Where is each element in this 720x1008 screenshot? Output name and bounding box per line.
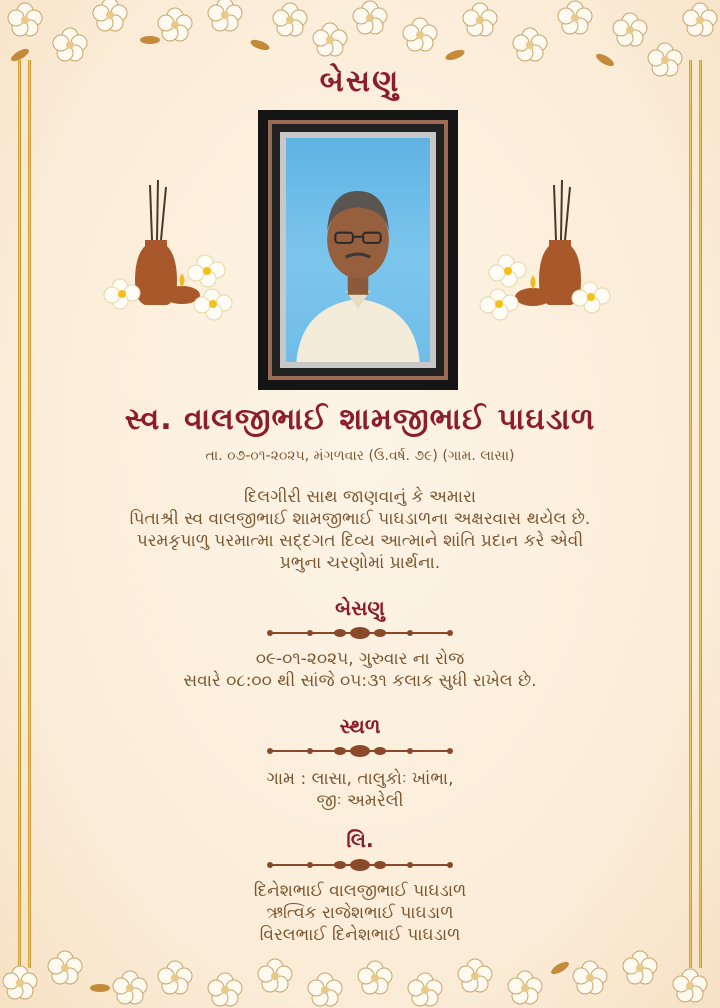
besanu-heading: બેસણુ bbox=[335, 596, 385, 620]
message-line-3: પરમકૃપાળુ પરમાત્મા સદ્દગત દિવ્ય આત્માને શાંતિ પ્રદાન કરે એવી bbox=[136, 531, 584, 551]
ornament-divider-icon bbox=[265, 744, 455, 758]
card-title: બેસણુ bbox=[319, 64, 401, 99]
family-name-3: વિરલભાઈ દિનેશભાઈ પાઘડાળ bbox=[259, 925, 461, 945]
ornament-divider-icon bbox=[265, 626, 455, 640]
venue-heading: સ્થળ bbox=[339, 714, 381, 738]
family-name-1: દિનેશભાઈ વાલજીભાઈ પાઘડાળ bbox=[253, 881, 467, 901]
message-line-2: પિતાશ્રી સ્વ વાલજીભાઈ શામજીભાઈ પાઘડાળના અક્ષરવાસ થયેલ છે. bbox=[129, 509, 591, 529]
venue-line-1: ગામ : લાસા, તાલુકોઃ ખાંભા, bbox=[266, 769, 454, 789]
from-heading: લિ. bbox=[346, 828, 374, 852]
besanu-time: સવારે ૦૮:૦૦ થી સાંજે ૦૫:૩૧ કલાક સુધી રાખેલ છે. bbox=[183, 671, 537, 691]
besanu-details bbox=[0, 648, 720, 692]
deceased-name: સ્વ. વાલજીભાઈ શામજીભાઈ પાઘડાળ bbox=[124, 402, 596, 437]
portrait-frame bbox=[258, 110, 458, 390]
venue-details bbox=[0, 768, 720, 812]
message-line-1: દિલગીરી સાથ જાણવાનું કે અમારા bbox=[243, 487, 477, 507]
venue-line-2: જીઃ અમરેલી bbox=[316, 791, 404, 811]
condolence-message bbox=[0, 486, 720, 574]
incense-diya-right-icon bbox=[478, 175, 618, 325]
family-names bbox=[0, 880, 720, 946]
ornament-divider-icon bbox=[265, 858, 455, 872]
besanu-date: ૦૯-૦૧-૨૦૨૫, ગુરુવાર ના રોજ bbox=[255, 649, 465, 669]
family-name-2: ઋત્વિક રાજેશભાઈ પાઘડાળ bbox=[266, 903, 454, 923]
message-line-4: પ્રભુના ચરણોમાં પ્રાર્થના. bbox=[279, 553, 441, 573]
date-line: તા. ૦૭-૦૧-૨૦૨૫, મંગળવાર (ઉ.વર્ષ. ૭૯) (ગામ. લાસા) bbox=[205, 448, 515, 464]
portrait-photo bbox=[286, 138, 430, 362]
incense-diya-left-icon bbox=[100, 175, 240, 325]
